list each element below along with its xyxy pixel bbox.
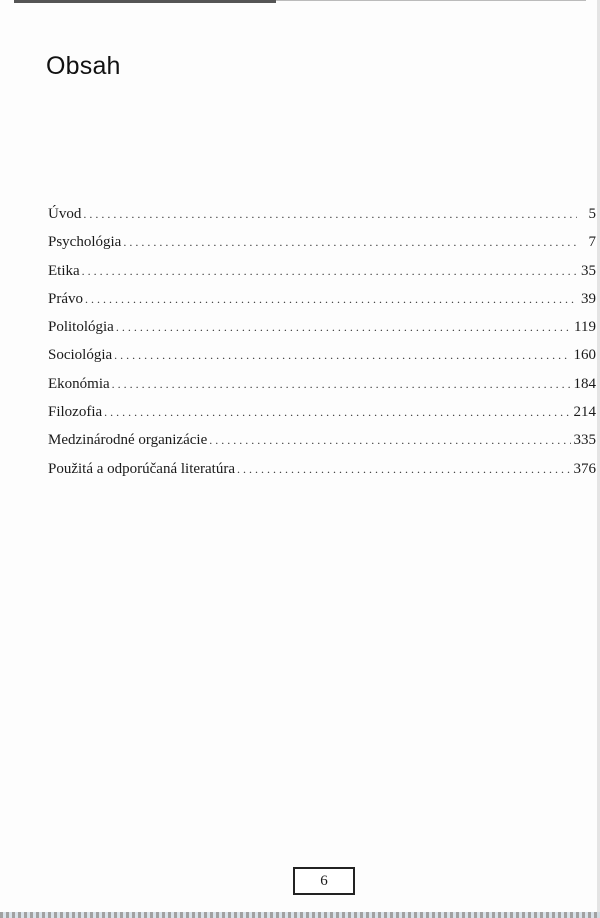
- toc-leader-dots: [114, 348, 570, 363]
- toc-entry-pravo[interactable]: [48, 291, 596, 319]
- table-of-contents: [48, 206, 596, 489]
- toc-entry-label: Filozofia: [48, 404, 103, 421]
- toc-leader-dots: [82, 264, 577, 279]
- toc-entry-label: Medzinárodné organizácie: [48, 432, 208, 449]
- toc-entry-page: 35: [581, 262, 596, 279]
- toc-entry-label: Úvod: [48, 206, 82, 222]
- toc-entry-label: Psychológia: [48, 234, 122, 251]
- toc-entry-label: Použitá a odporúčaná literatúra: [48, 460, 236, 477]
- toc-entry-page: 160: [573, 347, 596, 364]
- toc-entry-label: Ekonómia: [48, 375, 110, 392]
- toc-entry-page: 39: [581, 290, 596, 307]
- page-title: Obsah: [46, 52, 121, 80]
- toc-entry-page: 5: [588, 206, 596, 222]
- toc-entry-page: 376: [573, 460, 596, 477]
- toc-entry-politologia[interactable]: [48, 319, 596, 347]
- toc-entry-page: 214: [573, 404, 596, 421]
- toc-leader-dots: [237, 462, 570, 477]
- toc-leader-dots: [112, 377, 571, 392]
- toc-entry-page: 7: [588, 234, 596, 251]
- toc-entry-sociologia[interactable]: [48, 347, 596, 375]
- toc-leader-dots: [83, 207, 577, 222]
- toc-entry-label: Sociológia: [48, 347, 113, 364]
- toc-entry-psychologia[interactable]: [48, 234, 596, 262]
- toc-leader-dots: [116, 320, 571, 335]
- top-rule: [14, 0, 276, 3]
- toc-entry-page: 119: [574, 319, 596, 336]
- page-number: 6: [293, 867, 355, 895]
- toc-entry-label: Politológia: [48, 319, 114, 336]
- toc-entry-label: Právo: [48, 290, 83, 307]
- toc-entry-literatura[interactable]: [48, 461, 596, 489]
- toc-entry-uvod[interactable]: [48, 206, 596, 234]
- toc-entry-filozofia[interactable]: [48, 404, 596, 432]
- top-rule-faint: [276, 0, 586, 1]
- toc-leader-dots: [209, 433, 570, 448]
- page-bottom-edge: [0, 912, 600, 918]
- toc-entry-medzinarodne-organizacie[interactable]: [48, 432, 596, 460]
- toc-entry-label: Etika: [48, 262, 80, 279]
- toc-entry-page: 184: [573, 375, 596, 392]
- toc-leader-dots: [104, 405, 570, 420]
- toc-entry-ekonomia[interactable]: [48, 376, 596, 404]
- toc-entry-etika[interactable]: [48, 263, 596, 291]
- toc-leader-dots: [123, 235, 577, 250]
- toc-leader-dots: [85, 292, 577, 307]
- toc-entry-page: 335: [573, 432, 596, 449]
